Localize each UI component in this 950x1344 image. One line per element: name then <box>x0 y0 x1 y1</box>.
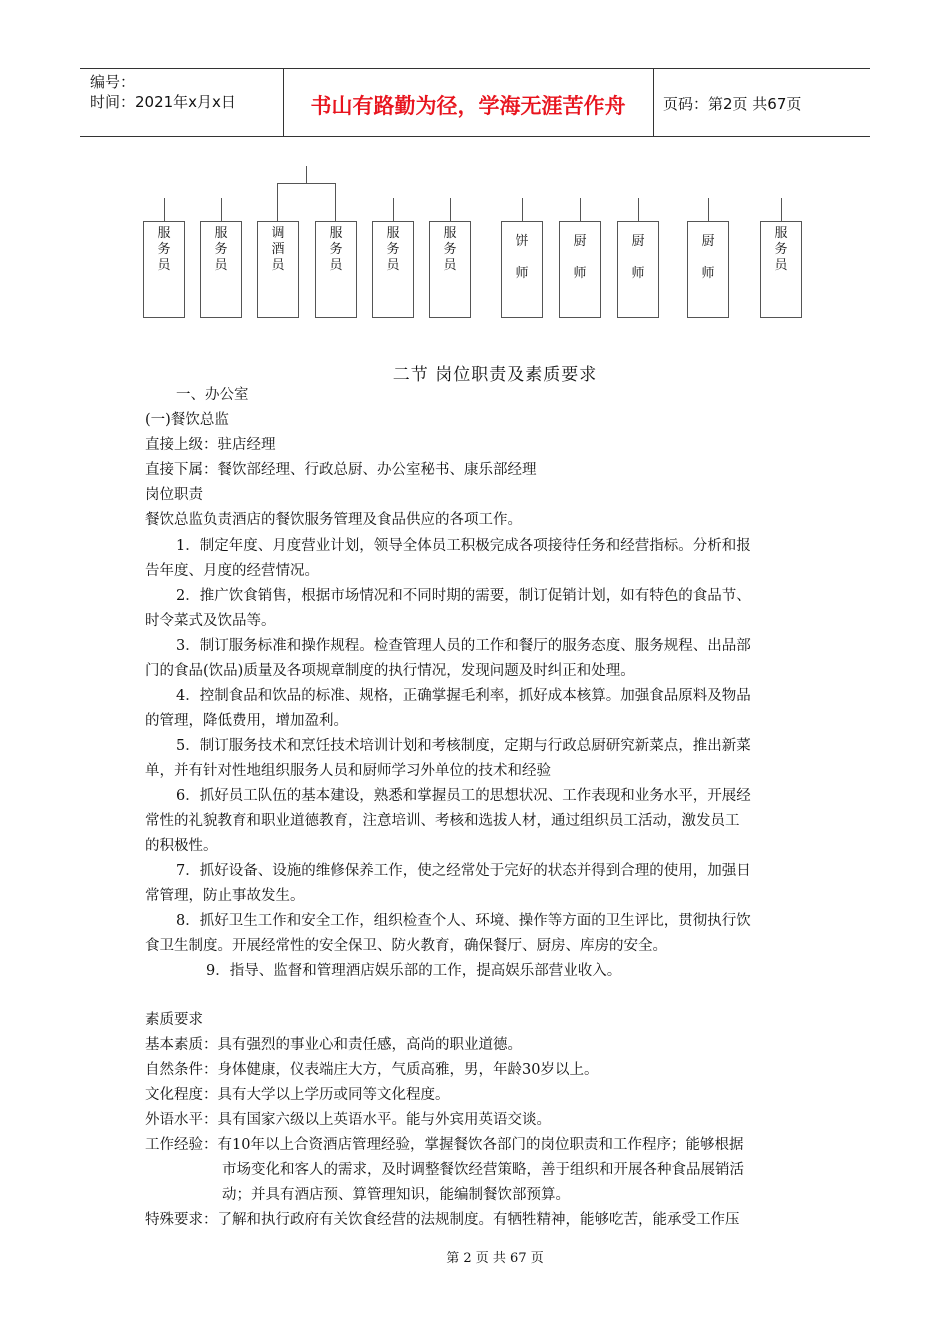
text-line: 6．抓好员工队伍的基本建设，熟悉和掌握员工的思想状况、工作表现和业务水平，开展经 <box>176 788 751 804</box>
org-box <box>315 221 357 318</box>
org-box-label: 服务员 <box>443 226 457 273</box>
org-box <box>687 221 729 318</box>
org-box <box>372 221 414 318</box>
text-line: 文化程度：具有大学以上学历或同等文化程度。 <box>145 1087 450 1103</box>
text-line: 市场变化和客人的需求，及时调整餐饮经营策略，善于组织和开展各种食品展销活 <box>222 1162 744 1178</box>
org-box <box>617 221 659 318</box>
org-box <box>429 221 471 318</box>
subsection-heading: 一、办公室 <box>176 387 249 403</box>
text-line: 外语水平：具有国家六级以上英语水平。能与外宾用英语交谈。 <box>145 1112 551 1128</box>
page-footer: 第 2 页 共 67 页 <box>446 1251 544 1266</box>
org-box-label: 调酒员 <box>271 226 285 273</box>
header-bottom-border <box>80 136 870 137</box>
text-line: 直接下属：餐饮部经理、行政总厨、办公室秘书、康乐部经理 <box>145 462 537 478</box>
text-line: 直接上级：驻店经理 <box>145 437 276 453</box>
org-stub <box>221 198 222 221</box>
text-line: 的积极性。 <box>145 838 218 854</box>
org-box-label: 服务员 <box>214 226 228 273</box>
org-box <box>501 221 543 318</box>
text-line: 常性的礼貌教育和职业道德教育，注意培训、考核和选拔人材，通过组织员工活动，激发员工 <box>145 813 740 829</box>
text-line: 餐饮总监负责酒店的餐饮服务管理及食品供应的各项工作。 <box>145 512 522 528</box>
org-connector-vertical-right <box>335 183 336 221</box>
text-line: 8．抓好卫生工作和安全工作，组织检查个人、环境、操作等方面的卫生评比，贯彻执行饮 <box>176 913 751 929</box>
text-line: 食卫生制度。开展经常性的安全保卫、防火教育，确保餐厅、厨房、库房的安全。 <box>145 938 667 954</box>
text-line: 3．制订服务标准和操作规程。检查管理人员的工作和餐厅的服务态度、服务规程、出品部 <box>176 638 751 654</box>
org-box <box>760 221 802 318</box>
org-box <box>200 221 242 318</box>
text-line: 工作经验：有10年以上合资酒店管理经验，掌握餐饮各部门的岗位职责和工作程序；能够根据 <box>145 1137 744 1153</box>
org-box-label: 服务员 <box>774 226 788 273</box>
org-stub <box>580 198 581 221</box>
org-stub <box>708 198 709 221</box>
org-stub <box>393 198 394 221</box>
text-line: 2．推广饮食销售，根据市场情况和不同时期的需要，制订促销计划，如有特色的食品节、 <box>176 588 751 604</box>
text-line: 单，并有针对性地组织服务人员和厨师学习外单位的技术和经验 <box>145 763 551 779</box>
header-page-info: 页码：第2页 共67页 <box>663 95 802 113</box>
text-line: 动；并具有酒店预、算管理知识，能编制餐饮部预算。 <box>222 1187 570 1203</box>
text-line: 告年度、月度的经营情况。 <box>145 563 319 579</box>
text-line: 7．抓好设备、设施的维修保养工作，使之经常处于完好的状态并得到合理的使用，加强日 <box>176 863 751 879</box>
text-line: 门的食品(饮品)质量及各项规章制度的执行情况，发现问题及时纠正和处理。 <box>145 663 635 679</box>
header-top-border <box>80 68 870 69</box>
org-stub <box>781 198 782 221</box>
org-box-label: 厨师 <box>573 234 587 281</box>
org-stub <box>638 198 639 221</box>
text-line: 9．指导、监督和管理酒店娱乐部的工作，提高娱乐部营业收入。 <box>206 963 622 979</box>
text-line: 常管理，防止事故发生。 <box>145 888 305 904</box>
org-box-label: 服务员 <box>386 226 400 273</box>
text-line: 素质要求 <box>145 1012 203 1028</box>
text-line: 特殊要求：了解和执行政府有关饮食经营的法规制度。有牺牲精神，能够吃苦，能承受工作压 <box>145 1212 740 1228</box>
org-stub <box>450 198 451 221</box>
org-box-label: 饼师 <box>515 234 529 281</box>
org-connector-vertical-top <box>306 166 307 183</box>
org-box-label: 厨师 <box>631 234 645 281</box>
text-line: 岗位职责 <box>145 487 203 503</box>
org-box-label: 厨师 <box>701 234 715 281</box>
text-line: 时令菜式及饮品等。 <box>145 613 276 629</box>
org-box <box>559 221 601 318</box>
text-line: 4．控制食品和饮品的标准、规格，正确掌握毛利率，抓好成本核算。加强食品原料及物品 <box>176 688 751 704</box>
org-connector-vertical-left <box>277 183 278 221</box>
org-stub <box>522 198 523 221</box>
position-heading: (一)餐饮总监 <box>145 412 229 428</box>
text-line: 1．制定年度、月度营业计划，领导全体员工积极完成各项接待任务和经营指标。分析和报 <box>176 538 751 554</box>
text-line: 5．制订服务技术和烹饪技术培训计划和考核制度，定期与行政总厨研究新菜点，推出新菜 <box>176 738 751 754</box>
org-box <box>257 221 299 318</box>
text-line: 自然条件：身体健康，仪表端庄大方，气质高雅，男，年龄30岁以上。 <box>145 1062 599 1078</box>
org-connector-horizontal <box>277 183 336 184</box>
header-time-label: 时间：2021年x月x日 <box>90 93 236 111</box>
text-line: 基本素质：具有强烈的事业心和责任感，高尚的职业道德。 <box>145 1037 522 1053</box>
header-divider-right <box>653 68 654 136</box>
org-box <box>143 221 185 318</box>
org-box-label: 服务员 <box>329 226 343 273</box>
org-box-label: 服务员 <box>157 226 171 273</box>
header-motto: 书山有路勤为径，学海无涯苦作舟 <box>310 94 626 118</box>
section-title: 二节 岗位职责及素质要求 <box>392 365 598 385</box>
text-line: 的管理，降低费用，增加盈利。 <box>145 713 348 729</box>
header-number-label: 编号： <box>90 73 136 91</box>
org-stub <box>164 198 165 221</box>
